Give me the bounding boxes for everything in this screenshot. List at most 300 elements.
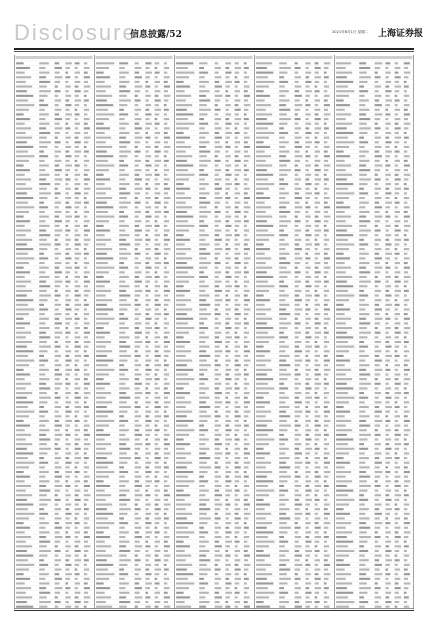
table-cell-text <box>235 285 240 287</box>
table-cell-text <box>39 248 47 250</box>
table-cell-text <box>215 443 222 445</box>
table-cell-text <box>135 480 140 482</box>
table-cell-text <box>225 401 230 403</box>
table-cell-text <box>359 262 369 264</box>
table-cell-text <box>359 499 368 501</box>
table-cell-text <box>395 164 398 166</box>
table-cell-text <box>359 392 364 394</box>
table-cell-text <box>235 336 240 338</box>
table-cell-text <box>315 550 320 552</box>
table-cell-text <box>244 536 249 538</box>
table-cell-text <box>305 490 311 492</box>
table-cell-text <box>155 164 160 166</box>
table-cell-text <box>199 86 205 88</box>
table-cell-text <box>96 67 109 69</box>
table-cell-text <box>164 490 168 492</box>
table-cell-text <box>256 397 264 399</box>
masthead-thin-rule <box>14 51 414 52</box>
table-cell-text <box>279 429 287 431</box>
table-cell-text <box>39 141 51 143</box>
table-cell-text <box>279 466 290 468</box>
table-cell-text <box>305 253 308 255</box>
table-cell-text <box>305 127 309 129</box>
table-cell-text <box>135 452 138 454</box>
table-cell-text <box>215 527 221 529</box>
table-cell-text <box>84 545 90 547</box>
table-cell-text <box>65 76 70 78</box>
table-cell-text <box>375 151 380 153</box>
table-cell-text <box>176 99 186 101</box>
table-cell-text <box>145 104 151 106</box>
table-cell-text <box>215 522 219 524</box>
table-cell-text <box>295 174 299 176</box>
table-cell-text <box>404 364 408 366</box>
table-cell-text <box>225 499 228 501</box>
table-cell-text <box>119 62 128 64</box>
table-cell-text <box>305 555 310 557</box>
table-cell-text <box>225 95 230 97</box>
table-cell-text <box>225 545 230 547</box>
table-cell-text <box>295 178 301 180</box>
table-cell-text <box>215 76 222 78</box>
table-cell-text <box>164 151 169 153</box>
table-cell-text <box>39 434 46 436</box>
table-cell-text <box>119 550 130 552</box>
table-cell-text <box>359 295 368 297</box>
table-cell-text <box>225 452 230 454</box>
table-cell-text <box>225 313 228 315</box>
table-cell-text <box>279 146 285 148</box>
table-cell-text <box>39 550 51 552</box>
table-cell-text <box>215 545 222 547</box>
table-cell-text <box>176 304 186 306</box>
table-cell-text <box>404 132 407 134</box>
table-cell-text <box>385 202 391 204</box>
table-cell-text <box>135 550 141 552</box>
table-cell-text <box>215 141 220 143</box>
table-cell-text <box>39 350 47 352</box>
table-cell-text <box>315 601 320 603</box>
table-cell-text <box>336 206 350 208</box>
table-cell-text <box>16 531 25 533</box>
table-cell-text <box>359 415 369 417</box>
table-cell-text <box>145 369 151 371</box>
table-cell-text <box>244 397 248 399</box>
table-cell-text <box>359 137 364 139</box>
table-cell-text <box>235 267 239 269</box>
table-cell-text <box>39 508 44 510</box>
table-cell-text <box>84 299 87 301</box>
table-cell-text <box>39 369 49 371</box>
table-cell-text <box>55 99 61 101</box>
table-cell-text <box>164 471 167 473</box>
table-cell-text <box>176 582 194 584</box>
table-cell-text <box>145 350 150 352</box>
table-cell-text <box>336 285 353 287</box>
table-cell-text <box>16 564 34 566</box>
table-cell-text <box>279 490 288 492</box>
table-cell-text <box>75 378 80 380</box>
table-cell-text <box>385 350 389 352</box>
table-cell-text <box>164 341 170 343</box>
table-cell-text <box>96 327 104 329</box>
table-cell-text <box>385 95 389 97</box>
table-cell-text <box>279 206 286 208</box>
table-cell-text <box>199 443 205 445</box>
table-cell-text <box>359 564 365 566</box>
table-cell-text <box>324 443 329 445</box>
table-cell-text <box>215 229 222 231</box>
table-cell-text <box>305 466 308 468</box>
table-cell-text <box>256 499 264 501</box>
table-cell-text <box>375 346 379 348</box>
table-cell-text <box>155 86 158 88</box>
table-cell-text <box>155 127 158 129</box>
table-cell-text <box>119 216 128 218</box>
table-cell-text <box>336 531 352 533</box>
table-cell-text <box>324 569 328 571</box>
table-cell-text <box>385 132 391 134</box>
table-cell-text <box>176 322 188 324</box>
table-cell-text <box>336 243 354 245</box>
table-cell-text <box>96 99 107 101</box>
table-cell-text <box>404 494 409 496</box>
table-cell-text <box>176 262 187 264</box>
table-cell-text <box>395 137 401 139</box>
table-cell-text <box>235 151 241 153</box>
table-cell-text <box>235 531 240 533</box>
table-cell-text <box>65 383 70 385</box>
table-cell-text <box>235 262 241 264</box>
table-cell-text <box>176 392 190 394</box>
table-cell-text <box>404 527 408 529</box>
table-cell-text <box>385 141 391 143</box>
table-cell-text <box>395 188 401 190</box>
table-cell-text <box>359 174 367 176</box>
table-cell-text <box>119 606 127 608</box>
table-cell-text <box>324 169 329 171</box>
table-cell-text <box>55 471 60 473</box>
table-cell-text <box>235 229 238 231</box>
table-cell-text <box>279 137 285 139</box>
table-cell-text <box>295 192 300 194</box>
table-cell-text <box>16 397 27 399</box>
table-cell-text <box>279 415 290 417</box>
table-cell-text <box>244 503 250 505</box>
table-cell-text <box>336 420 351 422</box>
table-cell-text <box>404 234 407 236</box>
table-cell-text <box>395 555 398 557</box>
table-cell-text <box>84 99 89 101</box>
table-cell-text <box>256 229 268 231</box>
table-cell-text <box>75 555 79 557</box>
table-cell-text <box>279 555 285 557</box>
table-cell-text <box>164 350 170 352</box>
table-cell-text <box>395 304 400 306</box>
table-cell-text <box>119 123 129 125</box>
table-cell-text <box>164 346 168 348</box>
table-cell-text <box>244 350 250 352</box>
table-cell-text <box>375 411 382 413</box>
table-cell-text <box>359 406 369 408</box>
table-cell-text <box>39 360 48 362</box>
table-cell-text <box>385 573 390 575</box>
table-cell-text <box>176 90 185 92</box>
table-cell-text <box>16 415 29 417</box>
table-cell-text <box>65 360 71 362</box>
table-cell-text <box>155 137 158 139</box>
table-cell-text <box>336 271 346 273</box>
table-cell-text <box>235 127 238 129</box>
table-cell-text <box>199 151 210 153</box>
table-cell-text <box>84 569 89 571</box>
table-cell-text <box>164 499 168 501</box>
table-cell-text <box>199 123 208 125</box>
table-cell-text <box>55 104 59 106</box>
table-cell-text <box>176 406 186 408</box>
table-cell-text <box>256 220 267 222</box>
table-cell-text <box>324 299 330 301</box>
table-cell-text <box>385 332 388 334</box>
table-cell-text <box>119 429 129 431</box>
table-cell-text <box>244 564 250 566</box>
table-cell-text <box>65 392 70 394</box>
table-cell-text <box>65 471 71 473</box>
table-cell-text <box>279 536 284 538</box>
table-cell-text <box>164 578 169 580</box>
table-cell-text <box>199 555 206 557</box>
table-cell-text <box>315 578 321 580</box>
table-cell-text <box>385 257 390 259</box>
table-cell-text <box>84 476 90 478</box>
table-cell-text <box>119 146 127 148</box>
table-cell-text <box>256 355 265 357</box>
table-cell-text <box>375 545 381 547</box>
table-cell-text <box>164 373 169 375</box>
table-cell-text <box>244 216 247 218</box>
table-cell-text <box>199 471 207 473</box>
table-cell-text <box>305 169 308 171</box>
table-cell-text <box>295 476 301 478</box>
table-cell-text <box>176 169 188 171</box>
table-cell-text <box>155 346 161 348</box>
table-cell-text <box>55 457 61 459</box>
table-cell-text <box>295 95 302 97</box>
table-cell-text <box>295 387 299 389</box>
table-cell-text <box>55 517 62 519</box>
table-cell-text <box>235 95 238 97</box>
table-cell-text <box>336 378 352 380</box>
table-cell-text <box>119 578 125 580</box>
table-cell-text <box>199 452 206 454</box>
table-cell-text <box>305 183 311 185</box>
table-cell-text <box>199 373 204 375</box>
table-cell-text <box>375 229 381 231</box>
table-cell-text <box>395 216 398 218</box>
table-cell-text <box>199 95 206 97</box>
table-cell-text <box>65 151 69 153</box>
table-cell-text <box>135 243 141 245</box>
table-cell-text <box>385 480 390 482</box>
table-cell-text <box>119 592 129 594</box>
table-cell-text <box>244 109 249 111</box>
table-cell-text <box>65 601 68 603</box>
table-cell-text <box>119 164 128 166</box>
table-cell-text <box>279 592 288 594</box>
table-cell-text <box>359 555 365 557</box>
table-cell-text <box>164 146 170 148</box>
table-cell-text <box>225 174 231 176</box>
table-cell-text <box>359 355 369 357</box>
table-cell-text <box>199 494 205 496</box>
table-cell-text <box>279 350 285 352</box>
table-cell-text <box>75 569 78 571</box>
table-cell-text <box>215 332 222 334</box>
table-cell-text <box>39 137 47 139</box>
table-cell-text <box>336 397 354 399</box>
table-cell-text <box>256 406 265 408</box>
table-cell-text <box>295 76 301 78</box>
table-cell-text <box>145 346 148 348</box>
table-cell-text <box>404 62 410 64</box>
table-cell-text <box>256 76 268 78</box>
table-cell-text <box>96 257 113 259</box>
table-cell-text <box>215 378 219 380</box>
table-cell-text <box>375 425 381 427</box>
table-cell-text <box>176 220 188 222</box>
table-cell-text <box>96 378 104 380</box>
table-cell-text <box>215 276 219 278</box>
table-cell-text <box>16 555 33 557</box>
table-cell-text <box>359 457 369 459</box>
table-cell-text <box>375 457 380 459</box>
table-cell-text <box>16 471 24 473</box>
table-cell-text <box>244 555 250 557</box>
table-cell-text <box>244 373 249 375</box>
table-cell-text <box>16 104 34 106</box>
table-cell-text <box>135 569 141 571</box>
table-cell-text <box>55 295 61 297</box>
table-cell-text <box>176 411 192 413</box>
table-cell-text <box>135 587 142 589</box>
table-cell-text <box>385 606 389 608</box>
table-cell-text <box>404 425 408 427</box>
table-cell-text <box>55 132 61 134</box>
table-cell-text <box>84 522 87 524</box>
table-cell-text <box>244 587 249 589</box>
table-cell-text <box>96 322 109 324</box>
table-cell-text <box>256 578 267 580</box>
table-cell-text <box>256 295 264 297</box>
table-cell-text <box>176 72 194 74</box>
table-cell-text <box>75 295 81 297</box>
table-cell-text <box>199 397 209 399</box>
table-cell-text <box>235 559 241 561</box>
table-cell-text <box>244 174 247 176</box>
table-cell-text <box>145 332 150 334</box>
table-cell-text <box>55 239 58 241</box>
table-cell-text <box>164 72 167 74</box>
table-cell-text <box>225 531 231 533</box>
table-cell-text <box>96 476 109 478</box>
table-cell-text <box>119 113 128 115</box>
table-cell-text <box>75 438 81 440</box>
table-cell-text <box>55 276 60 278</box>
table-cell-text <box>295 113 298 115</box>
table-cell-text <box>235 564 239 566</box>
table-cell-text <box>164 304 169 306</box>
table-cell-text <box>324 318 330 320</box>
table-cell-text <box>55 72 60 74</box>
table-cell-text <box>385 155 390 157</box>
table-cell-text <box>336 299 349 301</box>
table-cell-text <box>155 104 159 106</box>
table-cell-text <box>305 383 309 385</box>
table-cell-text <box>176 56 253 59</box>
table-cell-text <box>235 304 241 306</box>
table-cell-text <box>84 425 90 427</box>
table-cell-text <box>375 471 383 473</box>
table-cell-text <box>375 257 382 259</box>
table-cell-text <box>164 118 169 120</box>
table-cell-text <box>359 606 365 608</box>
table-cell-text <box>305 452 310 454</box>
table-cell-text <box>199 415 211 417</box>
table-cell-text <box>135 425 142 427</box>
table-cell-text <box>375 118 381 120</box>
table-cell-text <box>164 169 169 171</box>
table-cell-text <box>96 406 107 408</box>
table-cell-text <box>295 503 302 505</box>
table-cell-text <box>336 295 354 297</box>
table-cell-text <box>16 355 28 357</box>
table-cell-text <box>75 429 80 431</box>
table-cell-text <box>176 503 191 505</box>
table-cell-text <box>84 104 87 106</box>
table-cell-text <box>39 373 45 375</box>
table-cell-text <box>145 276 151 278</box>
table-cell-text <box>155 601 161 603</box>
table-cell-text <box>375 109 380 111</box>
table-cell-text <box>199 332 205 334</box>
table-cell-text <box>404 536 409 538</box>
table-cell-text <box>235 225 240 227</box>
table-cell-text <box>84 490 88 492</box>
table-cell-text <box>336 62 351 64</box>
table-cell-text <box>385 341 389 343</box>
table-cell-text <box>336 606 349 608</box>
table-cell-text <box>315 485 321 487</box>
table-cell-text <box>359 434 371 436</box>
table-cell-text <box>155 178 158 180</box>
table-cell-text <box>359 378 367 380</box>
table-cell-text <box>295 141 300 143</box>
table-cell-text <box>119 383 125 385</box>
table-cell-text <box>324 448 327 450</box>
table-cell-text <box>315 253 320 255</box>
table-cell-text <box>65 448 68 450</box>
table-cell-text <box>176 550 185 552</box>
table-cell-text <box>315 155 318 157</box>
table-cell-text <box>84 466 89 468</box>
table-cell-text <box>359 160 369 162</box>
table-cell-text <box>199 517 211 519</box>
table-cell-text <box>324 276 327 278</box>
table-cell-text <box>96 164 114 166</box>
table-cell-text <box>199 582 208 584</box>
table-cell-text <box>135 411 139 413</box>
table-cell-text <box>336 522 351 524</box>
